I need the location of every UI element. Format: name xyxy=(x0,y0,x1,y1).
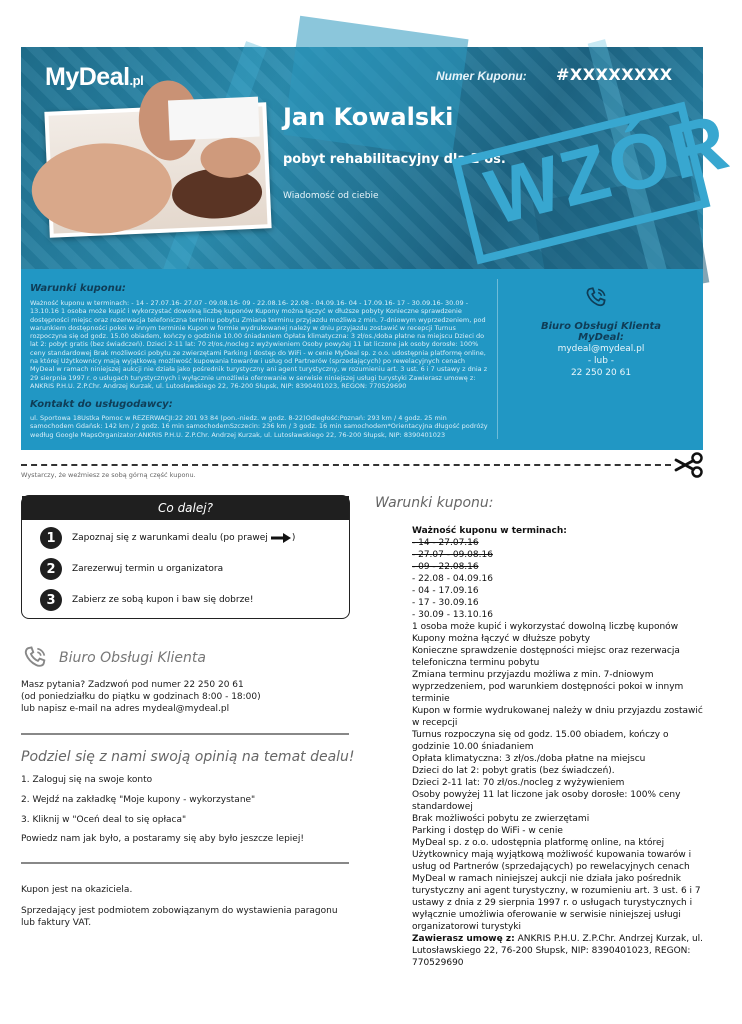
customer-name: Jan Kowalski xyxy=(283,103,454,131)
service-name: pobyt rehabilitacyjny dla 2 os. xyxy=(283,152,506,167)
share-step: 3. Kliknij w "Oceń deal to się opłaca" xyxy=(21,815,187,825)
bearer-note: Kupon jest na okaziciela. xyxy=(21,885,133,895)
condition-line: Zmiana terminu przyjazdu możliwa z min. 7-dniowym wyprzedzeniem, pod warunkiem dostępności pokoi w innym terminie xyxy=(412,670,684,704)
step-text: Zabierz ze sobą kupon i baw się dobrze! xyxy=(72,595,254,605)
customer-service-line: (od poniedziałku do piątku w godzinach 8:00 - 18:00) xyxy=(21,692,261,702)
section-divider xyxy=(21,733,349,735)
step-text: Zapoznaj się z warunkami dealu (po prawej xyxy=(72,533,268,543)
stamp-text: WZÓR xyxy=(477,96,738,242)
phone-icon xyxy=(21,644,49,672)
condition-line: Brak możliwości pobytu ze zwierzętami xyxy=(412,814,590,824)
date-range-expired: - 09 - 22.08.16 xyxy=(412,562,479,572)
mydeal-logo xyxy=(45,63,143,92)
condition-line: Dzieci do lat 2: pobyt gratis (bez świadczeń). xyxy=(412,766,615,776)
condition-line: Osoby powyżej 11 lat liczone jak osoby dorosłe: 100% ceny standardowej xyxy=(412,790,681,812)
step-text: Zarezerwuj termin u organizatora xyxy=(72,564,224,574)
contract-info xyxy=(412,933,708,969)
cut-note: Wystarczy, że weźmiesz ze sobą górną część kuponu. xyxy=(21,471,196,479)
band-divider xyxy=(497,279,498,439)
gift-message: Wiadomość od ciebie xyxy=(283,191,379,201)
date-range: - 22.08 - 04.09.16 xyxy=(412,574,493,584)
date-range: - 30.09 - 13.10.16 xyxy=(412,610,493,620)
band-service-email[interactable]: mydeal@mydeal.pl xyxy=(557,344,645,354)
customer-service-title: Biuro Obsługi Klienta xyxy=(59,650,206,666)
band-service-phone: 22 250 20 61 xyxy=(570,368,632,378)
condition-line: Kupony można łączyć w dłuższe pobyty xyxy=(412,634,591,644)
next-steps-box xyxy=(21,495,350,619)
share-step: 1. Zaloguj się na swoje konto xyxy=(21,775,153,785)
scissors-icon xyxy=(674,451,704,479)
coupon-number: #XXXXXXXX xyxy=(556,65,673,84)
band-conditions-title: Warunki kuponu: xyxy=(30,283,126,294)
band-service-title: Biuro Obsługi Klienta MyDeal: xyxy=(540,321,662,343)
conditions-list xyxy=(412,525,708,969)
contract-text: ANKRIS P.H.U. Z.P.Chr. Andrzej Kurzak, ul. Lutosławskiego 22, 76-200 Słupsk, NIP: 8390401023, REGON: 770529690 xyxy=(412,934,704,968)
condition-line: Turnus rozpoczyna się od godz. 15.00 obiadem, kończy o godzinie 10.00 śniadaniem xyxy=(412,730,669,752)
date-range: - 04 - 17.09.16 xyxy=(412,586,479,596)
condition-line: MyDeal sp. z o.o. udostępnia platformę online, na której Użytkownicy mają wyjątkową możliwość kupowania towarów i usług od Partnerów (sprzedających) po rewelacyjnych cenach xyxy=(412,838,692,872)
step-number: 1 xyxy=(40,527,62,549)
share-note: Powiedz nam jak było, a postaramy się aby było jeszcze lepiej! xyxy=(21,834,304,844)
condition-line: Kupon w formie wydrukowanej należy w dniu przyjazdu zostawić w recepcji xyxy=(412,706,703,728)
conditions-title: Warunki kuponu: xyxy=(375,495,494,511)
customer-service-line: Masz pytania? Zadzwoń pod numer 22 250 20 61 xyxy=(21,680,244,690)
contract-label: Zawierasz umowę z: xyxy=(412,934,515,944)
next-steps-title: Co dalej? xyxy=(22,496,349,520)
coupon-number-label: Numer Kuponu: xyxy=(436,69,527,83)
validity-label: Ważność kuponu w terminach: xyxy=(412,526,567,536)
section-divider xyxy=(21,862,349,864)
band-contact-text: ul. Sportowa 18Ustka Pomoc w REZERWACJI:22 201 93 84 (pon.-niedz. w godz. 8-22)Odległość:Poznań: 293 km / 4 godz. 25 min samochodem Gdańsk: 142 km / 2 godz. 16 min samochodemSzczecin: 236 km / 3 godz. 16 min samochodem*Orientacyjna długość podróży według Google MapsOrganizator:ANKRIS P.H.U. Z.P.Chr. Andrzej Kurzak, ul. Lutosławskiego 22, 76-200 Słupsk, NIP: 8390401023 xyxy=(30,414,488,439)
step-number: 2 xyxy=(40,558,62,580)
step-text-suffix: ) xyxy=(291,533,296,543)
band-contact-title: Kontakt do usługodawcy: xyxy=(30,399,173,410)
logo-suffix: .pl xyxy=(129,73,144,88)
cut-line xyxy=(21,464,671,466)
step-number: 3 xyxy=(40,589,62,611)
date-range-expired: - 14 - 27.07.16 xyxy=(412,538,479,548)
condition-line: Opłata klimatyczna: 3 zł/os./doba płatne na miejscu xyxy=(412,754,646,764)
share-step: 2. Wejdź na zakładkę "Moje kupony - wykorzystane" xyxy=(21,795,256,805)
customer-service-line: lub napisz e-mail na adres mydeal@mydeal.pl xyxy=(21,704,230,714)
coupon-header xyxy=(21,47,738,269)
arrow-right-icon xyxy=(271,533,291,543)
coupon-conditions-band xyxy=(21,269,703,450)
step-3 xyxy=(40,588,253,612)
step-2 xyxy=(40,557,223,581)
share-opinion-title: Podziel się z nami swoją opinią na temat dealu! xyxy=(21,749,355,765)
condition-line: Konieczne sprawdzenie dostępności miejsc oraz rezerwacja telefoniczna terminu pobytu xyxy=(412,646,680,668)
vat-note: Sprzedający jest podmiotem zobowiązanym do wystawienia paragonu lub faktury VAT. xyxy=(21,906,338,928)
offer-photo xyxy=(44,102,271,238)
logo-main: MyDeal xyxy=(45,63,130,91)
step-1 xyxy=(40,526,295,550)
band-service-or: - lub - xyxy=(587,356,615,366)
condition-line: MyDeal w ramach niniejszej aukcji nie działa jako pośrednik turystyczny ani agent turystyczny, w rozumieniu art. 3 ust. 6 i 7 ustawy z dnia z 29 sierpnia 1997 r. o usługach turystycznych i wyłącznie umożliwia oferowanie w serwisie niniejszej usługi organizatorowi turystyki xyxy=(412,874,701,932)
gift-decoration xyxy=(283,16,468,158)
date-range: - 17 - 30.09.16 xyxy=(412,598,479,608)
condition-line: Dzieci 2-11 lat: 70 zł/os./nocleg z wyżywieniem xyxy=(412,778,625,788)
phone-icon xyxy=(583,285,609,311)
band-conditions-text: Ważność kuponu w terminach: - 14 - 27.07.16- 27.07 - 09.08.16- 09 - 22.08.16- 22.08 - 04.09.16- 04 - 17.09.16- 17 - 30.09.16- 30.09 - 13.10.16 1 osoba może kupić i wykorzystać dowolną liczbę kuponów Kupony można łączyć w dłuższe pobyty Konieczne sprawdzenie dostępności miejsc oraz rezerwacja telefoniczna terminu pobytu Zmiana terminu przyjazdu możliwa z min. 7-dniowym wyprzedzeniem, pod warunkiem dostępności pokoi w innym terminie Kupon w formie wydrukowanej należy w dniu przyjazdu zostawić w recepcji Turnus rozpoczyna się od godz. 15.00 obiadem, kończy o godzinie 10.00 śniadaniem Opłata klimatyczna: 3 zł/os./doba płatne na miejscu Dzieci do lat 2: pobyt gratis (bez świadczeń). Dzieci 2-11 lat: 70 zł/os./nocleg z wyżywieniem Osoby powyżej 11 lat liczone jak osoby dorosłe: 100% ceny standardowej Brak możliwości pobytu ze zwierzętami Parking i dostęp do WiFi - w cenie MyDeal sp. z o.o. udostępnia platformę online, na której Użytkownicy mają wyjątkową możliwość kupowania towarów i usług od Partnerów (sprzedających) po rewelacyjnych cenach MyDeal w ramach niniejszej aukcji nie działa jako pośrednik turystyczny ani agent turystyczny, w rozumieniu art. 3 ust. 6 i 7 ustawy z dnia z 29 sierpnia 1997 r. o usługach turystycznych i wyłącznie umożliwia oferowanie w serwisie niniejszej usługi turystyki Zawierasz umowę z: ANKRIS P.H.U. Z.P.Chr. Andrzej Kurzak, ul. Lutosławskiego 22, 76-200 Słupsk, NIP: 8390401023, REGON: 770529690 xyxy=(30,299,488,390)
date-range-expired: - 27.07 - 09.08.16 xyxy=(412,550,493,560)
condition-line: 1 osoba może kupić i wykorzystać dowolną liczbę kuponów xyxy=(412,622,679,632)
condition-line: Parking i dostęp do WiFi - w cenie xyxy=(412,826,563,836)
